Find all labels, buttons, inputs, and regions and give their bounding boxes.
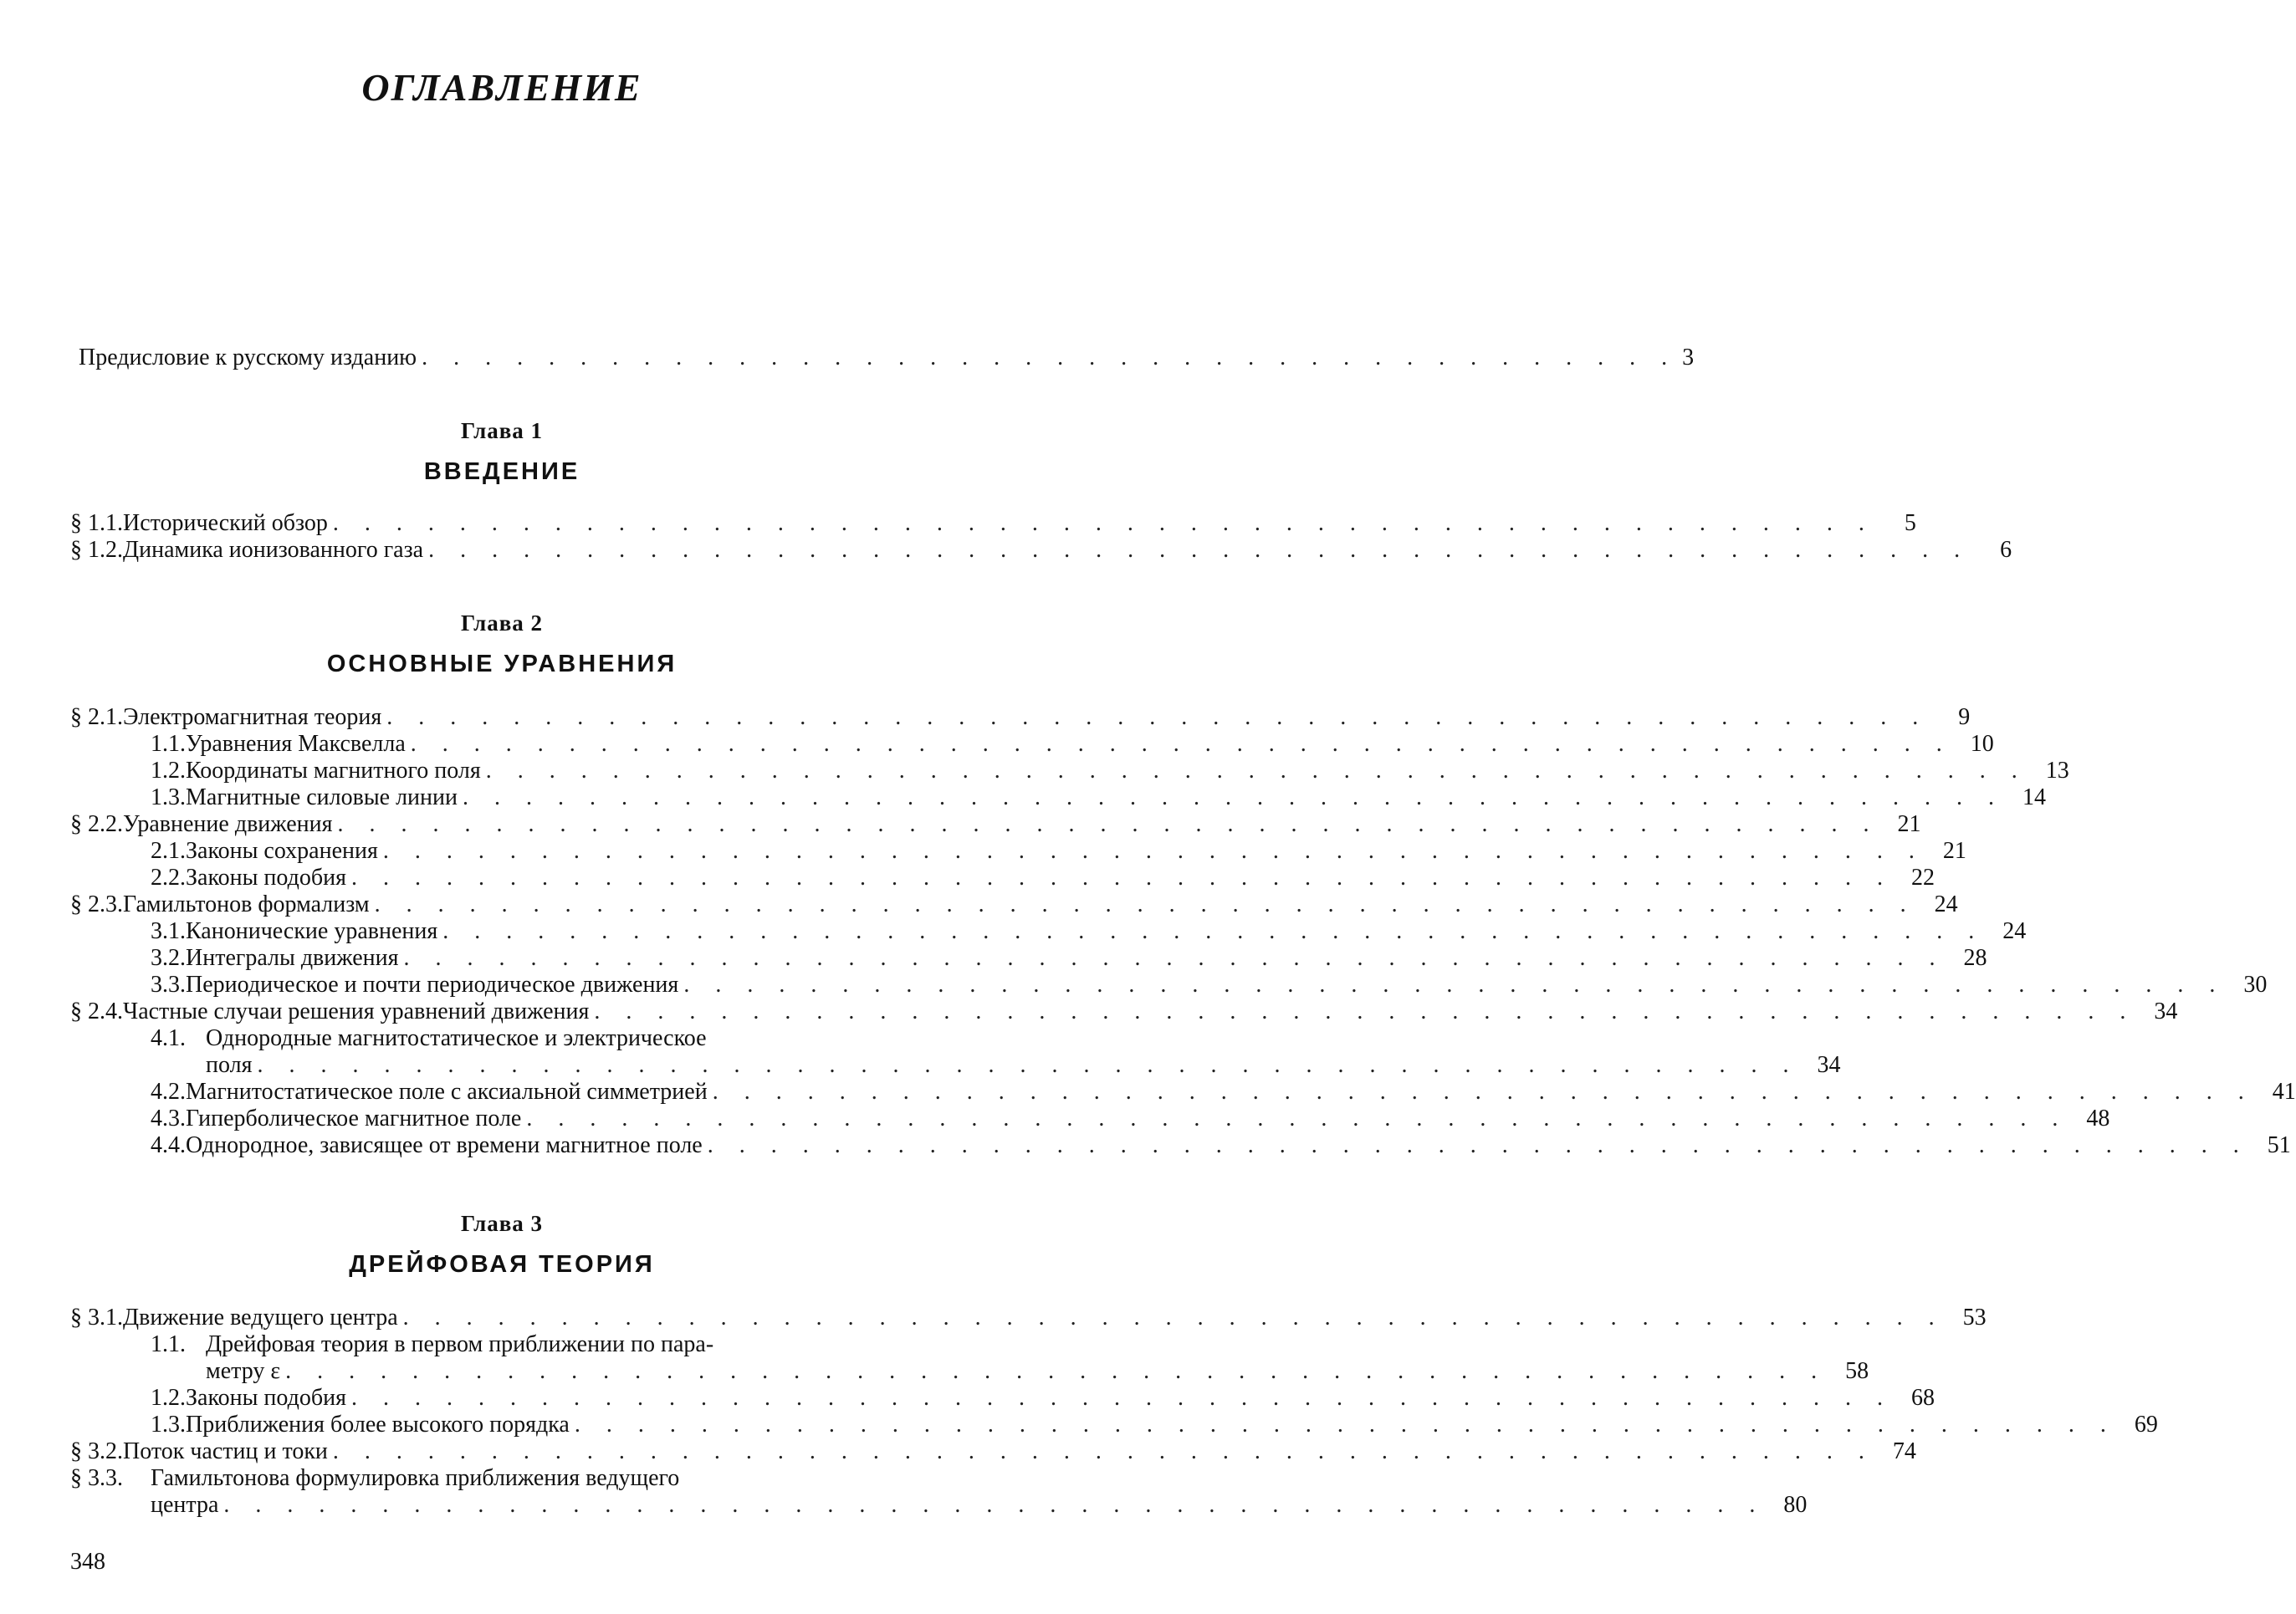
toc-entry-text: Законы сохранения — [186, 838, 378, 864]
dot-leader: . . . . . . . . . . . . . . . . . . . . . . . . . . . . . . . . . . . . . . . . . . . . . . . . . — [428, 537, 1971, 563]
toc-entry — [151, 918, 2027, 945]
chapter-1-title: ВВЕДЕНИЕ — [423, 458, 580, 485]
toc-entry-text: Исторический обзор — [123, 510, 328, 536]
toc-entry-section-number: 4.4. — [151, 1132, 186, 1158]
toc-entry-page: 22 — [1910, 865, 1935, 891]
toc-entry — [151, 758, 2069, 784]
dot-leader: . . . . . . . . . . . . . . . . . . . . . . . . . . . . . . . . . . . . . . . . . . . . . . . . . — [285, 1358, 1828, 1384]
dot-leader: . . . . . . . . . . . . . . . . . . . . . . . . . . . . . . . . . . . . . . . . . . . . . . . . . — [332, 510, 1874, 536]
dot-leader: . . . . . . . . . . . . . . . . . . . . . . . . . . . . . . . . . . . . . . . . . . . . . . . . . — [350, 1385, 1893, 1411]
toc-entry — [70, 1438, 1916, 1465]
dot-leader: . . . . . . . . . . . . . . . . . . . . . . . . . . . . . . . . . . . . . . . . . . . . . . . . . — [257, 1052, 1799, 1078]
toc-entry-section-number: 1.1. — [151, 1331, 186, 1357]
toc-entry-text: Гиперболическое магнитное поле — [186, 1106, 522, 1131]
dot-leader: . . . . . . . . . . . . . . . . . . . . . . . . . . . . . . . . . . . . . . . . . . . . . . . . . — [374, 891, 1916, 917]
toc-entry — [151, 838, 1966, 865]
toc-entry-continuation — [206, 1052, 1841, 1079]
dot-leader: . . . . . . . . . . . . . . . . . . . . . . . . . . . . . . . . . . . . . . . . . . . . . . . . . — [386, 704, 1929, 730]
toc-entry-page: 41 — [2272, 1079, 2296, 1105]
toc-entry-page: 21 — [1942, 838, 1966, 864]
toc-entry — [151, 1385, 1935, 1412]
chapter-2-title: ОСНОВНЫЕ УРАВНЕНИЯ — [326, 651, 678, 677]
toc-entry-section-number: § 2.4. — [70, 999, 123, 1024]
dot-leader: . . . . . . . . . . . . . . . . . . . . . . . . . . . . . . . . . . . . . . . . . . . . . . . . . — [223, 1492, 1766, 1518]
toc-entry-section-number: § 2.1. — [70, 704, 123, 730]
toc-entry-section-number: § 3.2. — [70, 1438, 123, 1464]
toc-entry-page: 24 — [2002, 918, 2027, 944]
toc-entry-text: Периодическое и почти периодическое движения — [186, 972, 679, 998]
toc-entry-text-continued: метру ε — [206, 1358, 281, 1384]
toc-entry-page: 68 — [1910, 1385, 1935, 1411]
toc-entry-text: Предисловие к русскому изданию — [79, 345, 417, 370]
toc-entry-page: 21 — [1897, 811, 1921, 837]
toc-entry-section-number: 1.2. — [151, 1385, 186, 1411]
toc-entry-text: Гамильтонова формулировка приближения ведущего — [151, 1465, 680, 1491]
dot-leader: . . . . . . . . . . . . . . . . . . . . . . . . . . . . . . . . . . . . . . . . . . . . . . . . . — [463, 784, 2004, 810]
toc-entry — [151, 1106, 2110, 1132]
toc-entry-text: Уравнение движения — [123, 811, 333, 837]
dot-leader: . . . . . . . . . . . . . . . . . . . . . . . . . . . . . . . . . . . . . . . . . . . . . . . . . — [683, 972, 2226, 998]
toc-entry-text: Однородное, зависящее от времени магнитное поле — [186, 1132, 703, 1158]
dot-leader: . . . . . . . . . . . . . . . . . . . . . . . . . . . . . . . . . . . . . . . . . . . . . . . . . — [350, 865, 1893, 891]
toc-entry-text: Магнитные силовые линии — [186, 784, 458, 810]
toc-entry-text: Интегралы движения — [186, 945, 399, 971]
page-title: ОГЛАВЛЕНИЕ — [361, 66, 642, 109]
toc-entry-section-number: 2.2. — [151, 865, 186, 891]
toc-entry-page: 58 — [1845, 1358, 1869, 1384]
toc-entry-section-number: § 1.2. — [70, 537, 123, 563]
dot-leader: . . . . . . . . . . . . . . . . . . . . . . . . . . . . . . . . . . . . . . . . . . . . . . . . . — [382, 838, 1925, 864]
toc-entry — [70, 891, 1958, 918]
dot-leader: . . . . . . . . . . . . . . . . . . . . . . . . . . . . . . . . . . . . . . . . . . . . . . . . . — [526, 1106, 2068, 1131]
dot-leader: . . . . . . . . . . . . . . . . . . . . . . . . . . . . . . . . . . . . . . . . . . . . . . . . . — [332, 1438, 1874, 1464]
dot-leader: . . . . . . . . . . . . . . . . . . . . . . . . . . . . . . . . . . . . . . . . . . . . . . . . . — [712, 1079, 2254, 1105]
toc-entry-continuation — [151, 1492, 1808, 1519]
toc-entry-text: Гамильтонов формализм — [123, 891, 370, 917]
toc-entry-section-number: § 3.3. — [70, 1465, 123, 1491]
toc-entry-text: Электромагнитная теория — [123, 704, 382, 730]
dot-leader: . . . . . . . . . . . . . . . . . . . . . . . . . . . . . . . . . . . . . . . . . . . . . . . . . — [337, 811, 1879, 837]
toc-entry-page: 74 — [1892, 1438, 1916, 1464]
toc-entry-page: 6 — [2000, 537, 2012, 563]
toc-entry-page: 34 — [2154, 999, 2178, 1024]
toc-entry-text: Координаты магнитного поля — [186, 758, 481, 784]
toc-entry — [151, 1025, 937, 1052]
chapter-1-number: Глава 1 — [460, 418, 544, 443]
toc-entry-text-continued: поля — [206, 1052, 253, 1078]
dot-leader: . . . . . . . . . . . . . . . . . . . . . . . . . . . . . . . . . . . . . . . . . . . . . . . . . — [485, 758, 2028, 784]
dot-leader: . . . . . . . . . . . . . . . . . . . . . . . . . . . . . . . . . . . . . . . . . . . . . . . . . — [574, 1412, 2116, 1438]
toc-entry-text: Уравнения Максвелла — [186, 731, 406, 757]
toc-entry-text: Динамика ионизованного газа — [123, 537, 424, 563]
toc-entry-section-number: 1.1. — [151, 731, 186, 757]
dot-leader: . . . . . . . . . . . . . . . . . . . . . . . . . . . . . . . . . . . . . . . . — [422, 345, 1678, 370]
toc-entry-section-number: 1.3. — [151, 1412, 186, 1438]
toc-entry-section-number: 3.2. — [151, 945, 186, 971]
toc-entry — [151, 1331, 937, 1358]
toc-entry-page: 51 — [2267, 1132, 2291, 1158]
toc-entry — [151, 1079, 2296, 1106]
toc-entry-continuation — [206, 1358, 1869, 1385]
toc-entry-text: Однородные магнитостатическое и электрическое — [206, 1025, 707, 1051]
toc-entry-section-number: 1.2. — [151, 758, 186, 784]
toc-entry-page: 9 — [1958, 704, 1971, 730]
toc-entry-text-continued: центра — [151, 1492, 219, 1518]
toc-entry-page: 53 — [1962, 1305, 1987, 1331]
toc-entry-preface — [79, 345, 1695, 371]
toc-entry-page: 80 — [1783, 1492, 1808, 1518]
toc-entry-text: Приближения более высокого порядка — [186, 1412, 570, 1438]
toc-entry-text: Магнитостатическое поле с аксиальной симметрией — [186, 1079, 708, 1105]
toc-entry — [70, 704, 1971, 731]
toc-entry-page: 28 — [1963, 945, 1987, 971]
toc-entry — [70, 811, 1921, 838]
toc-entry-page: 48 — [2086, 1106, 2110, 1131]
toc-entry-section-number: § 2.3. — [70, 891, 123, 917]
dot-leader: . . . . . . . . . . . . . . . . . . . . . . . . . . . . . . . . . . . . . . . . . . . . . . . . . — [410, 731, 1952, 757]
toc-entry-page: 10 — [1970, 731, 1994, 757]
toc-entry-page: 3 — [1682, 345, 1695, 370]
chapter-3-number: Глава 3 — [460, 1211, 544, 1236]
dot-leader: . . . . . . . . . . . . . . . . . . . . . . . . . . . . . . . . . . . . . . . . . . . . . . . . . — [442, 918, 1985, 944]
chapter-3-title: ДРЕЙФОВАЯ ТЕОРИЯ — [349, 1251, 655, 1278]
toc-entry-page: 14 — [2022, 784, 2046, 810]
toc-entry-text: Движение ведущего центра — [123, 1305, 398, 1331]
toc-entry-section-number: 1.3. — [151, 784, 186, 810]
toc-entry-text: Канонические уравнения — [186, 918, 438, 944]
toc-entry — [151, 731, 1994, 758]
toc-entry-section-number: 2.1. — [151, 838, 186, 864]
page-number: 348 — [70, 1549, 105, 1575]
toc-entry — [70, 1305, 1987, 1331]
toc-entry-page: 34 — [1817, 1052, 1841, 1078]
toc-entry — [70, 510, 1916, 537]
toc-entry — [151, 784, 2046, 811]
chapter-2-number: Глава 2 — [460, 610, 544, 636]
toc-entry-text: Законы подобия — [186, 1385, 346, 1411]
toc-entry — [70, 1465, 937, 1492]
toc-entry — [151, 865, 1935, 891]
toc-entry-section-number: 4.2. — [151, 1079, 186, 1105]
toc-entry-section-number: § 2.2. — [70, 811, 123, 837]
toc-entry-page: 5 — [1904, 510, 1916, 536]
toc-entry-page: 24 — [1934, 891, 1958, 917]
toc-entry — [70, 999, 2178, 1025]
toc-entry-section-number: § 3.1. — [70, 1305, 123, 1331]
toc-entry — [70, 537, 2012, 564]
toc-entry — [151, 1132, 2291, 1159]
toc-entry-section-number: 3.1. — [151, 918, 186, 944]
toc-entry-text: Законы подобия — [186, 865, 346, 891]
dot-leader: . . . . . . . . . . . . . . . . . . . . . . . . . . . . . . . . . . . . . . . . . . . . . . . . . — [707, 1132, 2249, 1158]
toc-entry-section-number: 4.1. — [151, 1025, 186, 1051]
toc-entry-section-number: § 1.1. — [70, 510, 123, 536]
toc-entry-section-number: 3.3. — [151, 972, 186, 998]
toc-entry — [151, 1412, 2158, 1438]
toc-entry-text: Дрейфовая теория в первом приближении по пара- — [206, 1331, 714, 1357]
toc-entry-page: 69 — [2134, 1412, 2158, 1438]
dot-leader: . . . . . . . . . . . . . . . . . . . . . . . . . . . . . . . . . . . . . . . . . . . . . . . . . — [403, 945, 1946, 971]
toc-entry-text: Поток частиц и токи — [123, 1438, 328, 1464]
toc-entry-text: Частные случаи решения уравнений движения — [123, 999, 590, 1024]
toc-entry-section-number: 4.3. — [151, 1106, 186, 1131]
toc-entry — [151, 972, 2268, 999]
dot-leader: . . . . . . . . . . . . . . . . . . . . . . . . . . . . . . . . . . . . . . . . . . . . . . . . . — [594, 999, 2136, 1024]
toc-entry — [151, 945, 1987, 972]
toc-entry-page: 30 — [2243, 972, 2268, 998]
dot-leader: . . . . . . . . . . . . . . . . . . . . . . . . . . . . . . . . . . . . . . . . . . . . . . . . . — [402, 1305, 1945, 1331]
toc-entry-page: 13 — [2045, 758, 2069, 784]
